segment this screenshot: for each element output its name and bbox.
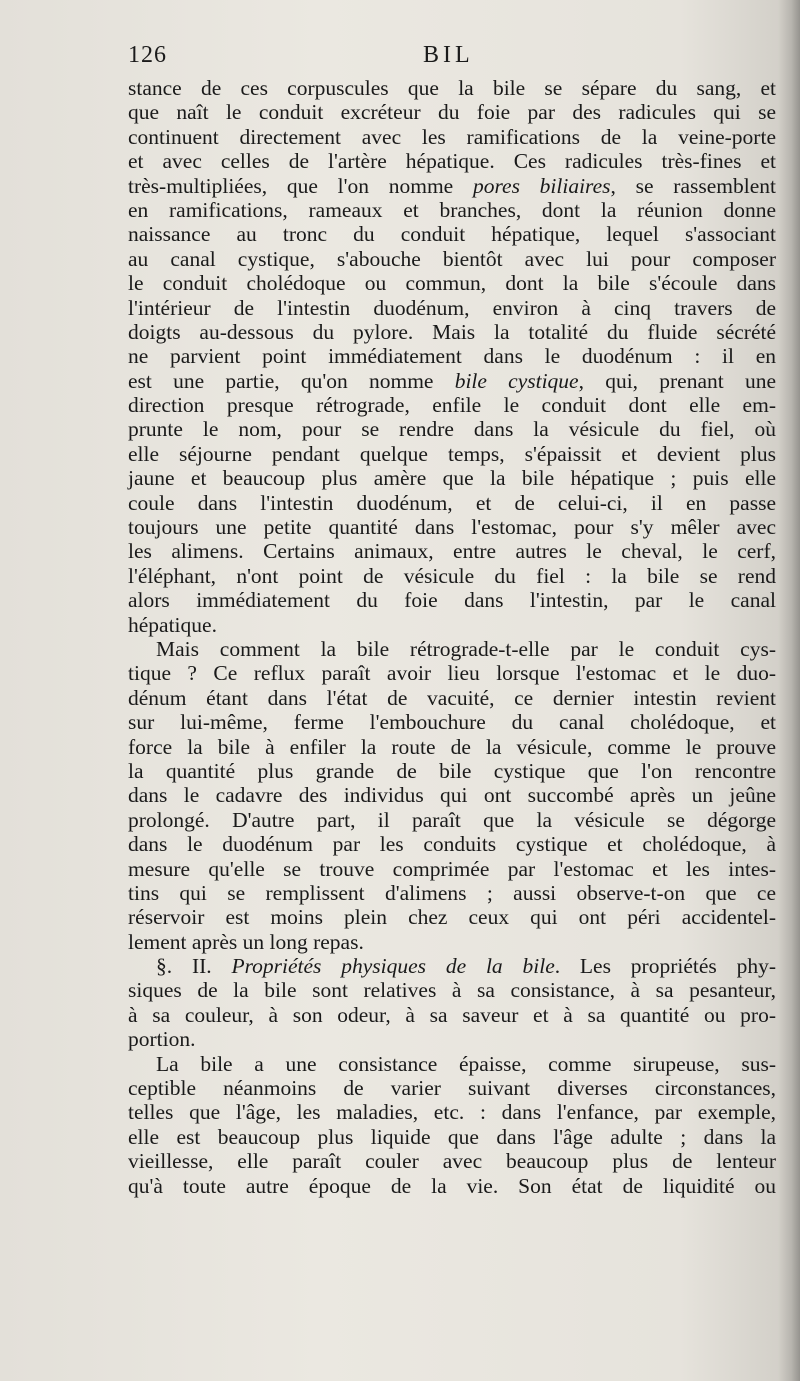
text-segment: est une partie, qu'on nomme xyxy=(128,368,455,393)
text-line: tique ? Ce reflux paraît avoir lieu lorsque l'estomac et le duo- xyxy=(128,661,776,686)
italic-term: bile cystique xyxy=(454,368,579,393)
text-line: toujours une petite quantité dans l'estomac, pour s'y mêler avec xyxy=(128,515,776,540)
text-line: doigts au-dessous du pylore. Mais la totalité du fluide sécrété xyxy=(128,319,776,344)
text-line: l'intérieur de l'intestin duodénum, environ à cinq travers de xyxy=(128,295,776,320)
text-line: en ramifications, rameaux et branches, dont la réunion donne xyxy=(128,197,776,222)
paragraph xyxy=(128,1052,776,1198)
text-line: ceptible néanmoins de varier suivant diverses circonstances, xyxy=(128,1076,776,1101)
text-line: siques de la bile sont relatives à sa consistance, à sa pesanteur, xyxy=(128,978,776,1003)
paragraph xyxy=(128,954,776,1052)
text-line: réservoir est moins plein chez ceux qui ont péri accidentel- xyxy=(128,905,776,930)
text-segment: . Les propriétés phy- xyxy=(554,954,776,979)
text-line: le conduit cholédoque ou commun, dont la bile s'écoule dans xyxy=(128,271,776,296)
text-line xyxy=(128,954,776,978)
running-head: BIL xyxy=(423,42,474,68)
text-segment: très-multipliées, que l'on nomme xyxy=(128,173,473,198)
text-line: sur lui-même, ferme l'embouchure du canal cholédoque, et xyxy=(128,710,776,735)
paragraph xyxy=(128,76,776,637)
text-segment: , se rassemblent xyxy=(610,173,776,198)
text-line: direction presque rétrograde, enfile le conduit dont elle em- xyxy=(128,393,776,418)
text-line: la quantité plus grande de bile cystique que l'on rencontre xyxy=(128,758,776,783)
italic-term: pores biliaires xyxy=(472,173,611,198)
text-line: dénum étant dans l'état de vacuité, ce dernier intestin revient xyxy=(128,685,776,710)
text-line xyxy=(128,174,776,198)
italic-term: Propriétés physiques de la bile xyxy=(231,954,555,979)
text-line: elle est beaucoup plus liquide que dans l'âge adulte ; dans la xyxy=(128,1124,776,1149)
text-line: alors immédiatement du foie dans l'intestin, par le canal xyxy=(128,588,776,613)
text-line: dans le duodénum par les conduits cystique et cholédoque, à xyxy=(128,832,776,857)
text-line: mesure qu'elle se trouve comprimée par l'estomac et les intes- xyxy=(128,856,776,881)
text-line: elle séjourne pendant quelque temps, s'épaissit et devient plus xyxy=(128,441,776,466)
text-segment: , qui, prenant une xyxy=(578,368,776,393)
text-line: dans le cadavre des individus qui ont succombé après un jeûne xyxy=(128,783,776,808)
page-edge-shadow xyxy=(778,0,800,1381)
text-line: à sa couleur, à son odeur, à sa saveur et à sa quantité ou pro- xyxy=(128,1002,776,1027)
text-line: vieillesse, elle paraît couler avec beaucoup plus de lenteur xyxy=(128,1149,776,1174)
text-line: et avec celles de l'artère hépatique. Ces radicules très-fines et xyxy=(128,149,776,174)
text-line: hépatique. xyxy=(128,612,217,637)
page-header xyxy=(128,42,778,76)
body-text xyxy=(128,76,776,1198)
text-line: qu'à toute autre époque de la vie. Son état de liquidité ou xyxy=(128,1173,776,1198)
text-segment: §. II. xyxy=(156,954,232,979)
text-line: les alimens. Certains animaux, entre autres le cheval, le cerf, xyxy=(128,539,776,564)
text-line: telles que l'âge, les maladies, etc. : dans l'enfance, par exemple, xyxy=(128,1100,776,1125)
text-line: tins qui se remplissent d'alimens ; aussi observe-t-on que ce xyxy=(128,880,776,905)
text-line xyxy=(128,369,776,393)
text-line: coule dans l'intestin duodénum, et de celui-ci, il en passe xyxy=(128,490,776,515)
text-line: force la bile à enfiler la route de la vésicule, comme le prouve xyxy=(128,734,776,759)
text-line: jaune et beaucoup plus amère que la bile hépatique ; puis elle xyxy=(128,466,776,491)
text-line: naissance au tronc du conduit hépatique, lequel s'associant xyxy=(128,222,776,247)
text-line: l'éléphant, n'ont point de vésicule du fiel : la bile se rend xyxy=(128,563,776,588)
text-line: stance de ces corpuscules que la bile se sépare du sang, et xyxy=(128,76,776,100)
text-line: prunte le nom, pour se rendre dans la vésicule du fiel, où xyxy=(128,417,776,442)
text-line: La bile a une consistance épaisse, comme sirupeuse, sus- xyxy=(156,1051,776,1076)
text-line: prolongé. D'autre part, il paraît que la vésicule se dégorge xyxy=(128,807,776,832)
paragraph xyxy=(128,637,776,954)
page-number: 126 xyxy=(128,42,167,68)
text-line: Mais comment la bile rétrograde-t-elle par le conduit cys- xyxy=(156,636,776,661)
text-line: au canal cystique, s'abouche bientôt avec lui pour composer xyxy=(128,246,776,271)
text-line: continuent directement avec les ramifications de la veine-porte xyxy=(128,124,776,149)
text-line: ne parvient point immédiatement dans le duodénum : il en xyxy=(128,344,776,369)
text-line: lement après un long repas. xyxy=(128,929,364,954)
text-line: portion. xyxy=(128,1027,196,1052)
text-line: que naît le conduit excréteur du foie par des radicules qui se xyxy=(128,100,776,125)
